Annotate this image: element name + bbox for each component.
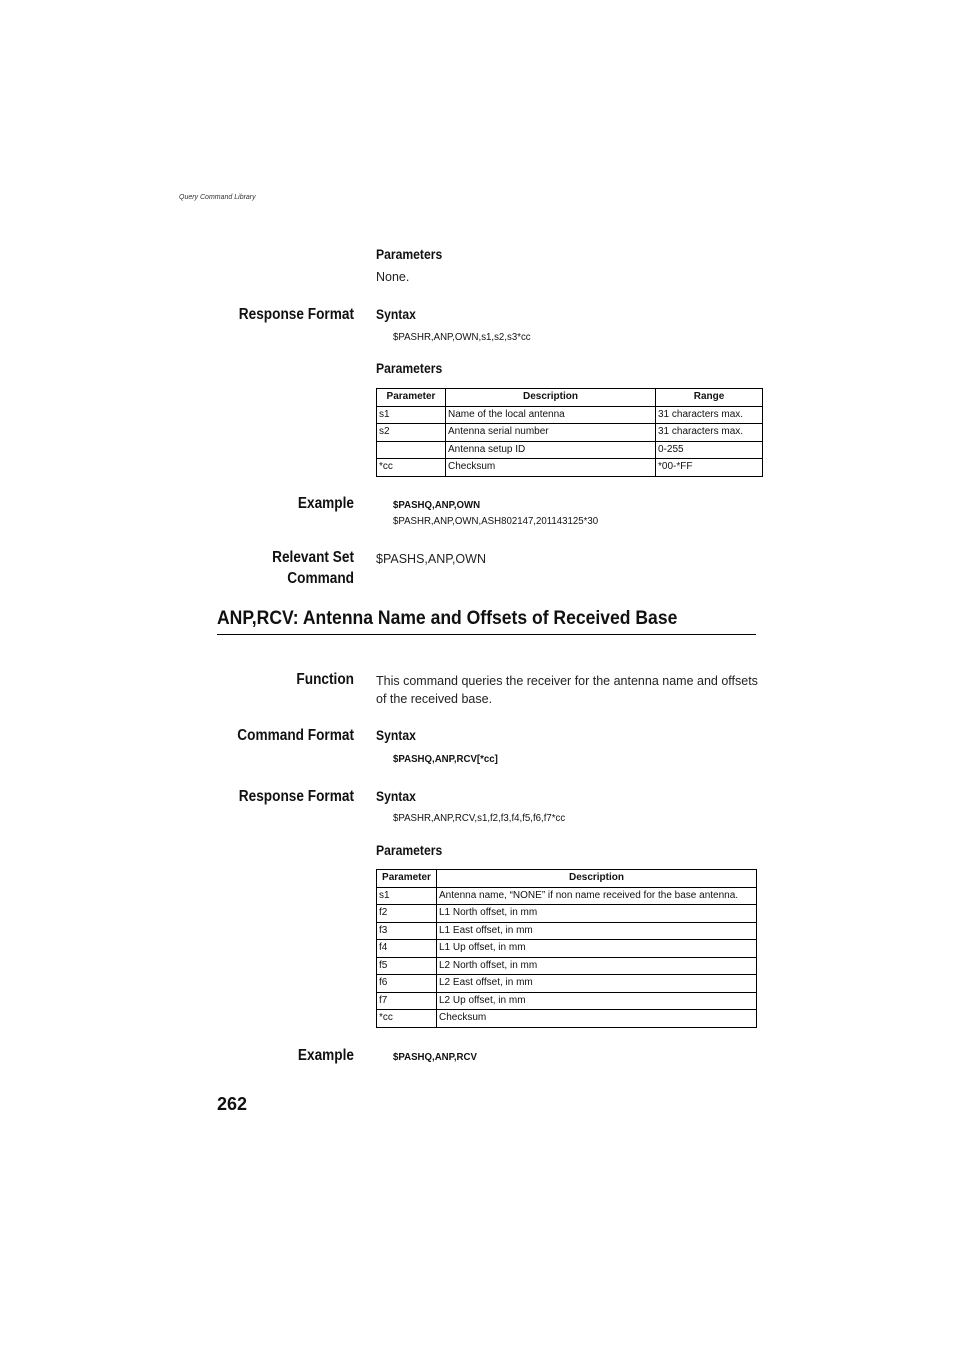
table-row [377, 887, 757, 905]
syntax-heading: Syntax [376, 789, 416, 804]
example-command: $PASHQ,ANP,RCV [393, 1051, 477, 1063]
table-row [377, 922, 757, 940]
column-header: Range [656, 389, 763, 407]
table-row [377, 975, 757, 993]
table-cell: *cc [377, 459, 446, 477]
response-format-label: Response Format [238, 306, 354, 323]
example-label: Example [297, 495, 354, 512]
parameters-text: None. [376, 270, 410, 284]
own-parameters-table [376, 388, 763, 477]
parameters-heading: Parameters [376, 361, 443, 376]
table-cell: f4 [377, 940, 437, 958]
table-row [377, 940, 757, 958]
rcv-parameters-table [376, 869, 757, 1028]
function-text: This command queries the receiver for the antenna name and offsets of the received base. [376, 674, 758, 706]
table-cell: s2 [377, 424, 446, 442]
table-cell: L1 Up offset, in mm [437, 940, 757, 958]
example-response: $PASHR,ANP,OWN,ASH802147,201143125*30 [393, 515, 599, 527]
table-cell: f7 [377, 992, 437, 1010]
running-head: Query Command Library [179, 194, 256, 201]
parameters-heading: Parameters [376, 247, 443, 262]
table-cell: Checksum [446, 459, 656, 477]
table-cell: L1 East offset, in mm [437, 922, 757, 940]
column-header: Parameter [377, 870, 437, 888]
response-syntax-code: $PASHR,ANP,RCV,s1,f2,f3,f4,f5,f6,f7*cc [393, 812, 566, 824]
example-command: $PASHQ,ANP,OWN [393, 499, 481, 511]
table-cell: Checksum [437, 1010, 757, 1028]
table-cell: *cc [377, 1010, 437, 1028]
table-cell: f2 [377, 905, 437, 923]
syntax-heading: Syntax [376, 728, 416, 743]
command-syntax-code: $PASHQ,ANP,RCV[*cc] [393, 753, 498, 765]
column-header: Parameter [377, 389, 446, 407]
table-cell: *00-*FF [656, 459, 763, 477]
table-row [377, 441, 763, 459]
table-cell: f6 [377, 975, 437, 993]
table-cell: 31 characters max. [656, 424, 763, 442]
parameters-heading: Parameters [376, 843, 443, 858]
table-row [377, 406, 763, 424]
table-cell: L2 North offset, in mm [437, 957, 757, 975]
example-label: Example [297, 1047, 354, 1064]
table-row [377, 905, 757, 923]
table-row [377, 459, 763, 477]
table-cell [377, 441, 446, 459]
relevant-set-label: Relevant Set [272, 549, 354, 566]
table-header-row [377, 870, 757, 888]
column-header: Description [446, 389, 656, 407]
page-number: 262 [217, 1094, 248, 1114]
table-cell: f5 [377, 957, 437, 975]
table-cell: Antenna serial number [446, 424, 656, 442]
section-title [217, 607, 756, 635]
response-format-label: Response Format [238, 788, 354, 805]
table-cell: f3 [377, 922, 437, 940]
table-row [377, 424, 763, 442]
syntax-code: $PASHR,ANP,OWN,s1,s2,s3*cc [393, 331, 531, 343]
table-header-row [377, 389, 763, 407]
relevant-set-value: $PASHS,ANP,OWN [376, 552, 486, 566]
column-header: Description [437, 870, 757, 888]
section-title-text: ANP,RCV: Antenna Name and Offsets of Received Base [217, 607, 678, 629]
table-cell: s1 [377, 406, 446, 424]
table-row [377, 957, 757, 975]
table-cell: L2 Up offset, in mm [437, 992, 757, 1010]
table-cell: Name of the local antenna [446, 406, 656, 424]
table-cell: s1 [377, 887, 437, 905]
table-cell: Antenna name, “NONE” if non name received for the base antenna. [437, 887, 757, 905]
table-cell: Antenna setup ID [446, 441, 656, 459]
table-row [377, 992, 757, 1010]
relevant-command-label: Command [287, 570, 354, 587]
syntax-heading: Syntax [376, 307, 416, 322]
table-row [377, 1010, 757, 1028]
table-cell: L1 North offset, in mm [437, 905, 757, 923]
function-label: Function [296, 671, 354, 688]
table-cell: 31 characters max. [656, 406, 763, 424]
table-cell: 0-255 [656, 441, 763, 459]
table-cell: L2 East offset, in mm [437, 975, 757, 993]
command-format-label: Command Format [237, 727, 354, 744]
